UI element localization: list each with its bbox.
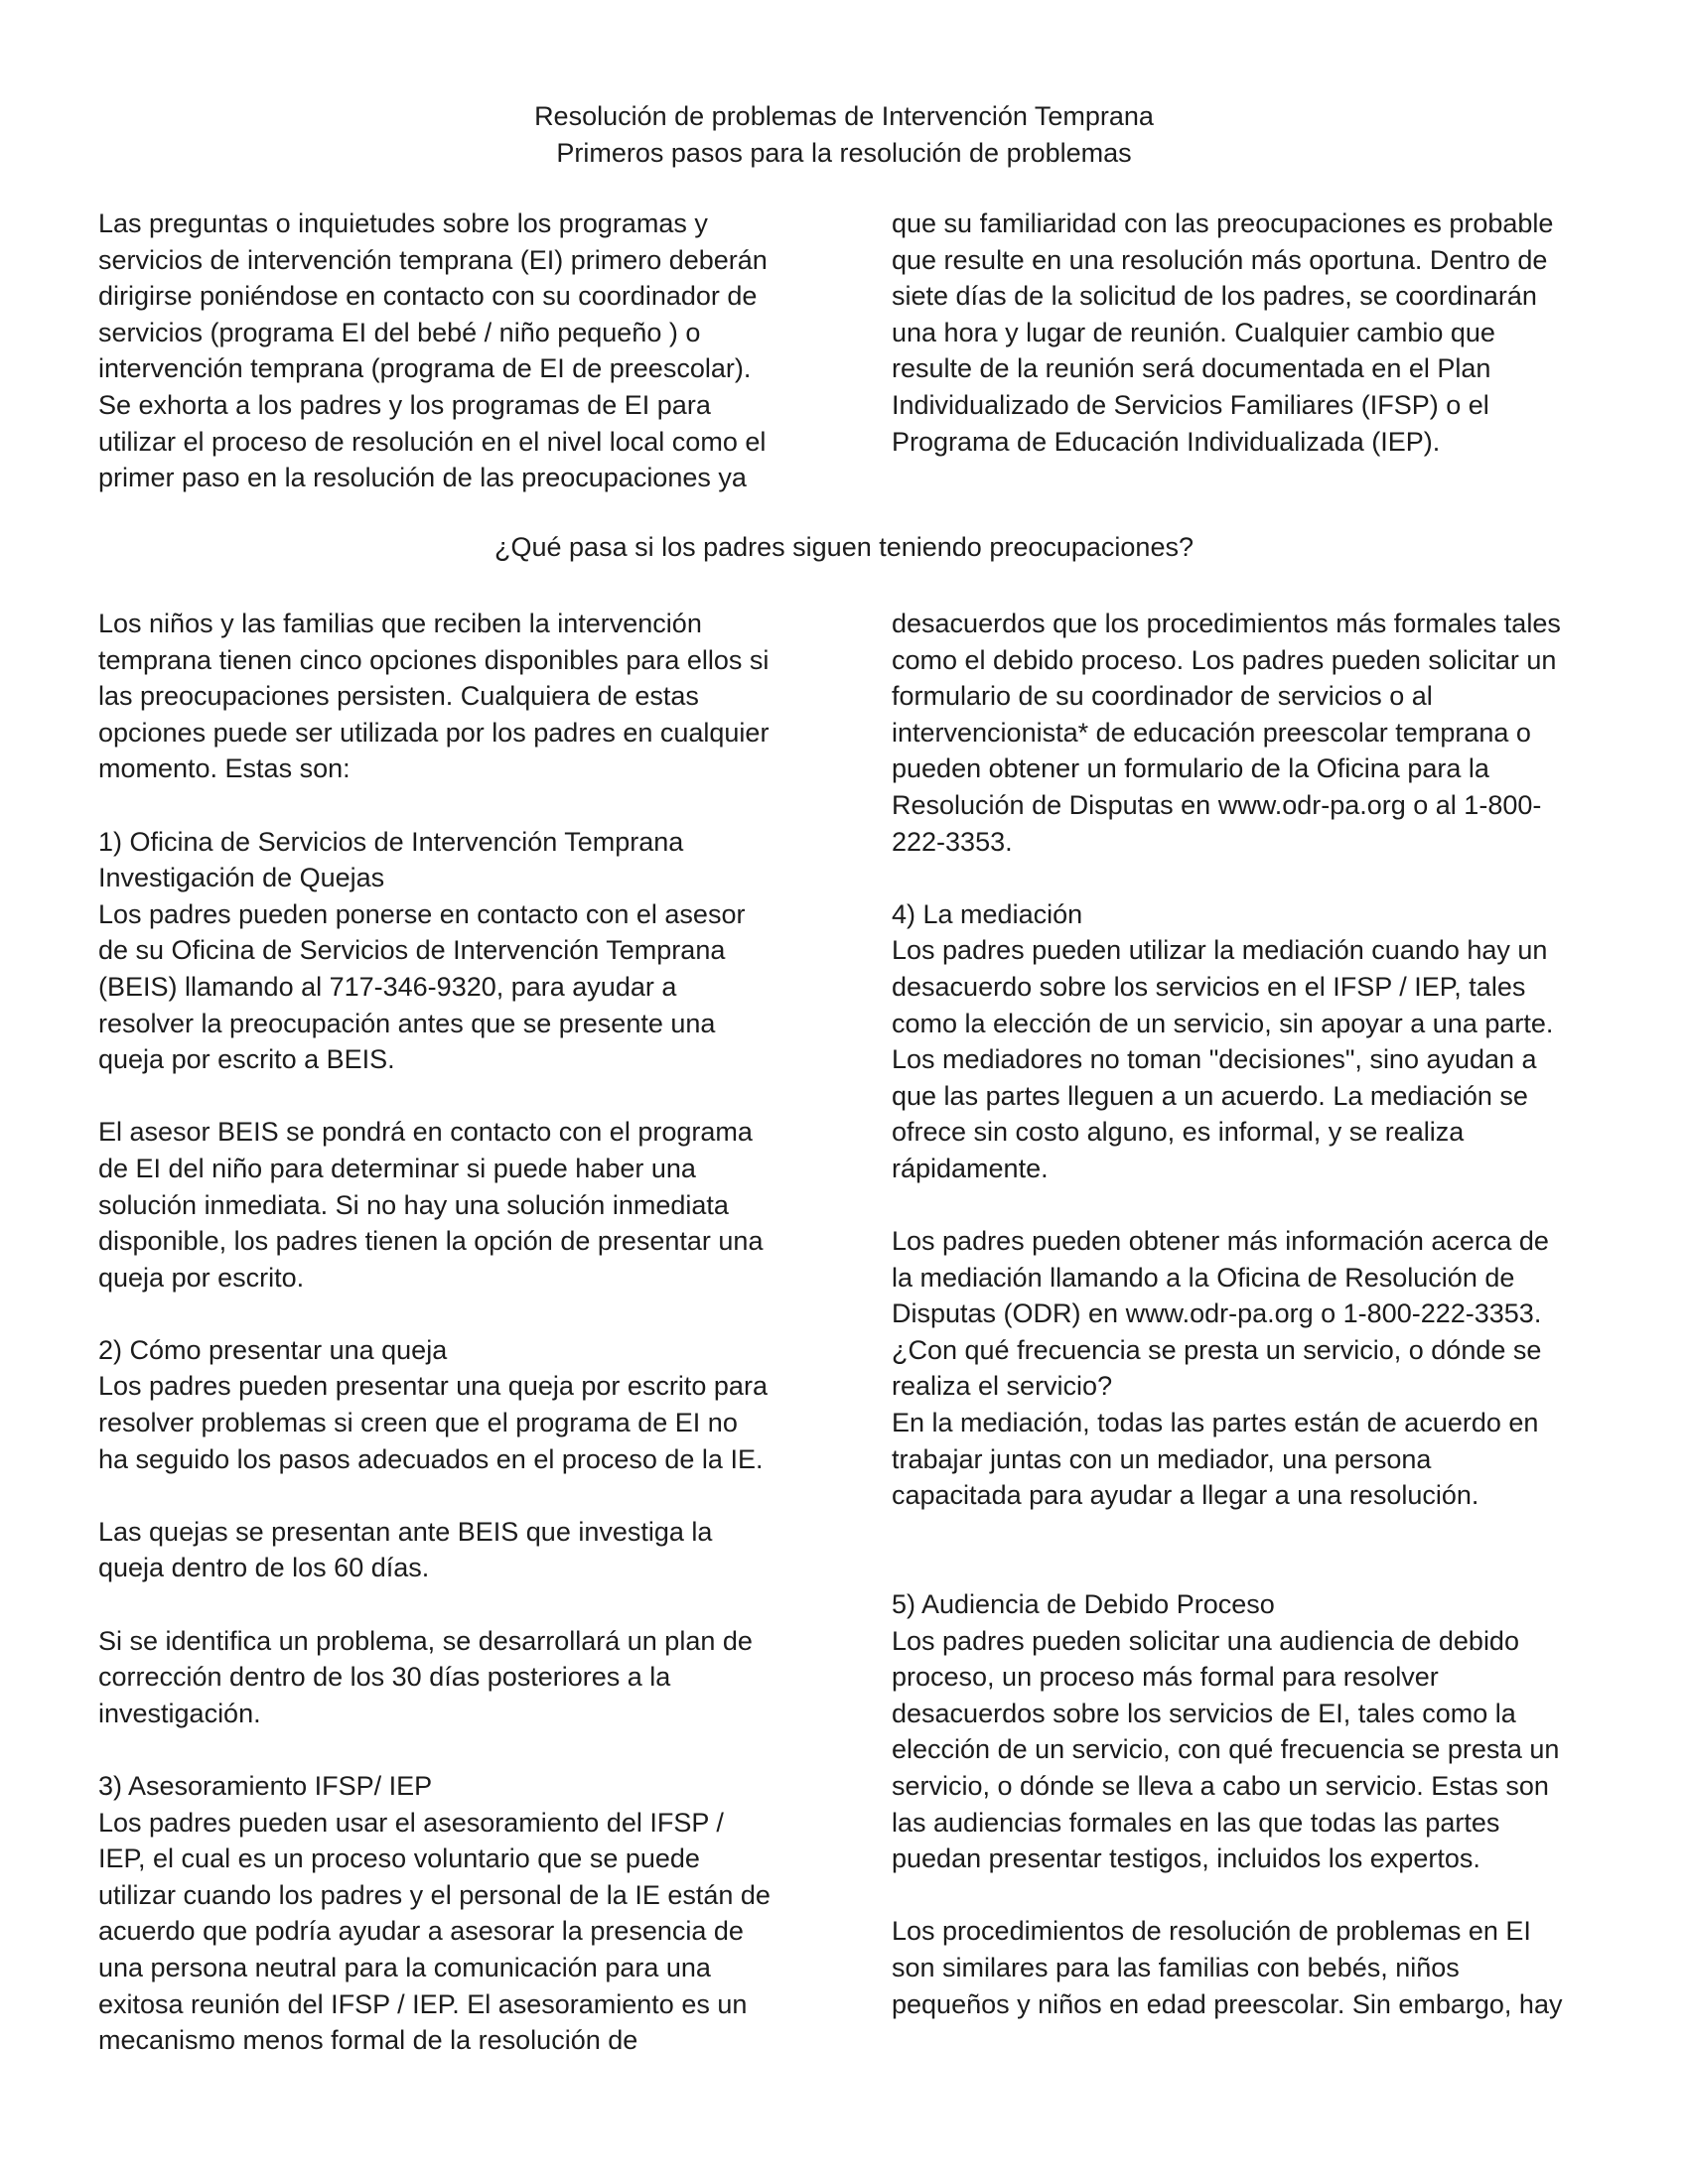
text-line: resolver problemas si creen que el programa de EI no	[98, 1408, 738, 1438]
text-line: puedan presentar testigos, incluidos los expertos.	[892, 1843, 1480, 1874]
text-line: son similares para las familias con bebés, niños	[892, 1952, 1460, 1982]
text-line: que las partes lleguen a un acuerdo. La mediación se	[892, 1080, 1528, 1111]
text-line: IEP, el cual es un proceso voluntario que se puede	[98, 1843, 700, 1874]
text-line: queja dentro de los 60 días.	[98, 1553, 430, 1583]
text-line: una persona neutral para la comunicación para una	[98, 1952, 711, 1982]
blank-line	[98, 787, 813, 824]
text-line: Los padres pueden ponerse en contacto con el asesor	[98, 898, 746, 929]
text-line: Los niños y las familias que reciben la intervención	[98, 609, 702, 638]
text-line: Se exhorta a los padres y los programas de EI para	[98, 389, 711, 420]
section-heading: ¿Qué pasa si los padres siguen teniendo preocupaciones?	[494, 532, 1194, 562]
text-line: Los procedimientos de resolución de problemas en EI	[892, 1916, 1531, 1947]
text-line: Los padres pueden obtener más información acerca de	[892, 1226, 1549, 1257]
text-line: Programa de Educación Individualizada (IEP).	[892, 426, 1441, 457]
text-line: resulte de la reunión será documentada en el Plan	[892, 353, 1491, 384]
text-line: Los padres pueden presentar una queja por escrito para	[98, 1371, 768, 1402]
text-line: Los padres pueden utilizar la mediación cuando hay un	[892, 935, 1548, 966]
text-line: Las quejas se presentan ante BEIS que investiga la	[98, 1516, 713, 1547]
text-line: desacuerdo sobre los servicios en el IFSP / IEP, tales	[892, 971, 1526, 1002]
text-line: como la elección de un servicio, sin apoyar a una parte.	[892, 1008, 1554, 1038]
text-line: 1) Oficina de Servicios de Intervención Temprana	[98, 826, 684, 857]
text-line: temprana tienen cinco opciones disponibles para ellos si	[98, 644, 770, 675]
text-line: pequeños y niños en edad preescolar. Sin embargo, hay	[892, 1988, 1563, 2019]
intro-left-column	[98, 205, 813, 496]
text-line: 2) Cómo presentar una queja	[98, 1334, 448, 1365]
text-line: las preocupaciones persisten. Cualquiera de estas	[98, 681, 699, 712]
blank-line	[892, 860, 1607, 896]
text-line: elección de un servicio, con qué frecuencia se presta un	[892, 1734, 1560, 1765]
blank-line	[98, 1477, 813, 1514]
body-left-column	[98, 606, 813, 2059]
body-right-column	[892, 606, 1607, 2022]
text-line: acuerdo que podría ayudar a asesorar la presencia de	[98, 1916, 744, 1947]
text-line: formulario de su coordinador de servicios o al	[892, 681, 1433, 712]
text-line: solución inmediata. Si no hay una solución inmediata	[98, 1189, 729, 1220]
text-line: (BEIS) llamando al 717-346-9320, para ayudar a	[98, 971, 677, 1002]
text-line: trabajar juntas con un mediador, una persona	[892, 1443, 1432, 1474]
text-line: que resulte en una resolución más oportuna. Dentro de	[892, 244, 1548, 275]
text-line: ¿Con qué frecuencia se presta un servicio, o dónde se	[892, 1334, 1542, 1365]
text-line: desacuerdos que los procedimientos más formales tales	[892, 609, 1561, 638]
text-line: El asesor BEIS se pondrá en contacto con el programa	[98, 1117, 753, 1148]
text-line: proceso, un proceso más formal para resolver	[892, 1662, 1439, 1693]
blank-line	[892, 1187, 1607, 1224]
text-line: En la mediación, todas las partes están de acuerdo en	[892, 1408, 1539, 1438]
document-title	[0, 98, 1688, 172]
text-line: Los mediadores no toman "decisiones", sino ayudan a	[892, 1044, 1537, 1075]
text-line: de EI del niño para determinar si puede haber una	[98, 1153, 696, 1183]
text-line: de su Oficina de Servicios de Intervención Temprana	[98, 935, 726, 966]
blank-line	[98, 1078, 813, 1115]
blank-line	[892, 1514, 1607, 1551]
text-line: investigación.	[98, 1698, 261, 1728]
text-line: resolver la preocupación antes que se presente una	[98, 1008, 716, 1038]
text-line: ofrece sin costo alguno, es informal, y se realiza	[892, 1117, 1465, 1148]
text-line: primer paso en la resolución de las preocupaciones ya	[98, 463, 747, 493]
blank-line	[98, 1586, 813, 1623]
blank-line	[98, 1296, 813, 1332]
text-line: que su familiaridad con las preocupaciones es probable	[892, 208, 1554, 238]
text-line: Resolución de Disputas en www.odr-pa.org o al 1-800-	[892, 789, 1542, 820]
text-line: momento. Estas son:	[98, 753, 351, 784]
text-line: queja por escrito a BEIS.	[98, 1044, 395, 1075]
text-line: utilizar cuando los padres y el personal de la IE están de	[98, 1879, 771, 1910]
text-line: Investigación de Quejas	[98, 863, 385, 893]
text-line: Los padres pueden solicitar una audiencia de debido	[892, 1625, 1519, 1656]
text-line: las audiencias formales en las que todas las partes	[892, 1807, 1500, 1838]
text-line: 3) Asesoramiento IFSP/ IEP	[98, 1771, 433, 1801]
text-line: opciones puede ser utilizada por los padres en cualquier	[98, 717, 770, 748]
intro-right-column	[892, 205, 1607, 460]
text-line: intervencionista* de educación preescolar temprana o	[892, 717, 1531, 748]
text-line: servicios de intervención temprana (EI) primero deberán	[98, 244, 768, 275]
text-line: 5) Audiencia de Debido Proceso	[892, 1589, 1275, 1620]
text-line: desacuerdos sobre los servicios de EI, tales como la	[892, 1698, 1516, 1728]
text-line: Si se identifica un problema, se desarrollará un plan de	[98, 1625, 753, 1656]
text-line: siete días de la solicitud de los padres, se coordinarán	[892, 281, 1537, 312]
text-line: servicio, o dónde se lleva a cabo un servicio. Estas son	[892, 1771, 1549, 1801]
text-line: pueden obtener un formulario de la Oficina para la	[892, 753, 1489, 784]
text-line: una hora y lugar de reunión. Cualquier cambio que	[892, 317, 1495, 347]
text-line: Las preguntas o inquietudes sobre los programas y	[98, 208, 708, 238]
text-line: servicios (programa EI del bebé / niño pequeño ) o	[98, 317, 701, 347]
text-line: 4) La mediación	[892, 898, 1083, 929]
text-line: la mediación llamando a la Oficina de Resolución de	[892, 1262, 1515, 1293]
text-line: disponible, los padres tienen la opción de presentar una	[98, 1226, 764, 1257]
title-line-1: Resolución de problemas de Intervención Temprana	[534, 101, 1154, 131]
text-line: utilizar el proceso de resolución en el nivel local como el	[98, 426, 767, 457]
text-line: mecanismo menos formal de la resolución de	[98, 2025, 638, 2056]
title-line-2: Primeros pasos para la resolución de problemas	[556, 138, 1132, 168]
text-line: como el debido proceso. Los padres pueden solicitar un	[892, 644, 1557, 675]
text-line: dirigirse poniéndose en contacto con su coordinador de	[98, 281, 758, 312]
text-line: exitosa reunión del IFSP / IEP. El asesoramiento es un	[98, 1988, 748, 2019]
text-line: 222-3353.	[892, 826, 1013, 857]
text-line: realiza el servicio?	[892, 1371, 1113, 1402]
blank-line	[892, 1550, 1607, 1586]
text-line: ha seguido los pasos adecuados en el proceso de la IE.	[98, 1443, 764, 1474]
text-line: queja por escrito.	[98, 1262, 305, 1293]
text-line: rápidamente.	[892, 1153, 1049, 1183]
text-line: intervención temprana (programa de EI de preescolar).	[98, 353, 752, 384]
text-line: Disputas (ODR) en www.odr-pa.org o 1-800-222-3353.	[892, 1298, 1542, 1329]
blank-line	[892, 1877, 1607, 1914]
text-line: capacitada para ayudar a llegar a una resolución.	[892, 1480, 1479, 1511]
text-line: corrección dentro de los 30 días posteriores a la	[98, 1662, 671, 1693]
text-line: Individualizado de Servicios Familiares (IFSP) o el	[892, 389, 1489, 420]
text-line: Los padres pueden usar el asesoramiento del IFSP /	[98, 1807, 724, 1838]
blank-line	[98, 1731, 813, 1768]
